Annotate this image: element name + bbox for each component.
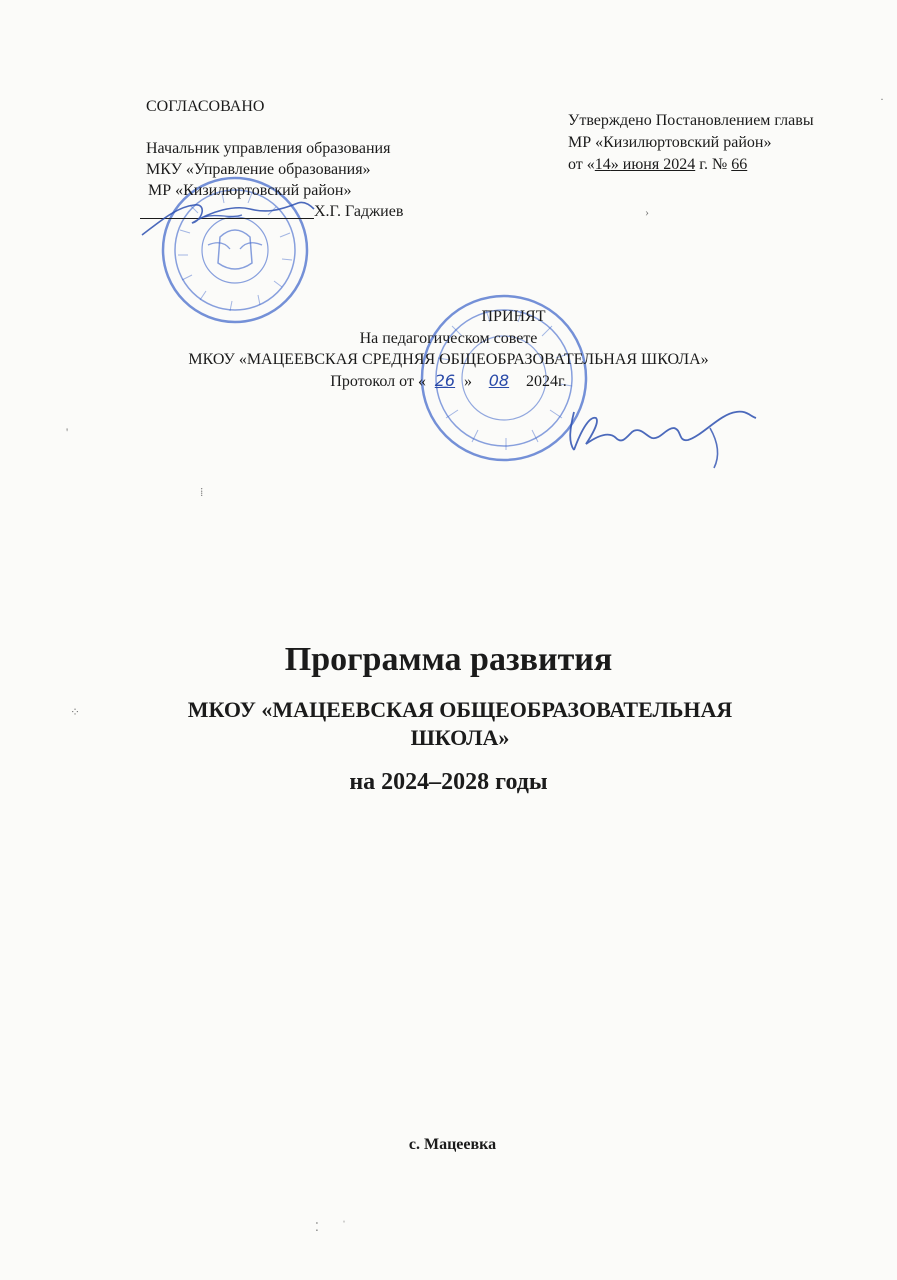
scan-speck: ˈ [342,1218,346,1232]
approver-organization: МКУ «Управление образования» [146,161,371,178]
decree-number-prefix: г. № [695,156,732,173]
protocol-day: 26 [434,371,456,390]
protocol-year: 2024г. [525,373,567,390]
approval-heading: СОГЛАСОВАНО [146,98,265,115]
scan-speck: ⁞ [200,485,204,499]
protocol-month: 08 [488,371,510,390]
accepted-school: МКОУ «МАЦЕЕВСКАЯ СРЕДНЯЯ ОБЩЕОБРАЗОВАТЕЛЬНАЯ ШКОЛА» [188,351,709,368]
protocol-prefix: Протокол от « [330,373,426,390]
scan-speck: · [880,92,884,106]
document-years: на 2024–2028 годы [349,769,548,795]
director-signature [560,398,770,473]
decree-district: МР «Кизилюртовский район» [568,134,772,151]
decree-number: 66 [731,156,748,173]
protocol-mid: » [463,373,472,390]
decree-date-day: 14 [594,156,611,173]
scan-speck: ' [66,425,69,439]
decree-line: Утверждено Постановлением главы [568,112,814,129]
document-title: Программа развития [284,641,613,678]
approver-signature [138,193,318,243]
accepted-council: На педагогическом совете [359,330,538,347]
decree-date-month-year: » июня 2024 [610,156,696,173]
scan-speck: ⁘ [70,705,81,719]
decree-date [568,155,747,175]
accepted-heading: ПРИНЯТ [481,308,546,325]
document-subtitle: МКОУ «МАЦЕЕВСКАЯ ОБЩЕОБРАЗОВАТЕЛЬНАЯ ШКОЛА» [187,697,733,750]
decree-date-prefix: от « [568,156,595,173]
approver-district: МР «Кизилюртовский район» [148,182,352,199]
accepted-protocol [0,371,897,392]
approver-name: Х.Г. Гаджиев [314,203,404,220]
scan-speck: › [645,205,649,219]
document-place: с. Мацеевка [408,1136,497,1153]
scan-speck: ⁚ [315,1220,319,1234]
approver-position: Начальник управления образования [146,140,391,157]
